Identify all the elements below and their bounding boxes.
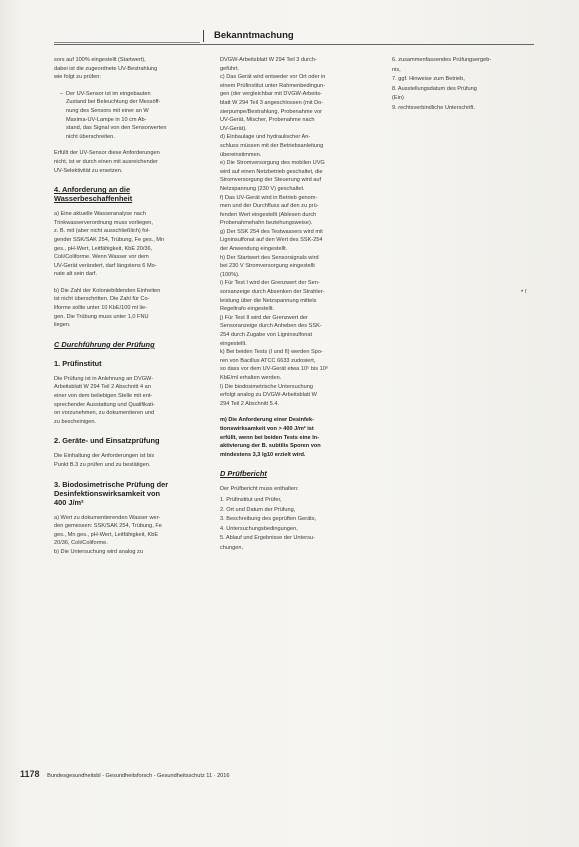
intro-paragraph: sors auf 100% eingestellt (Startwert), dabei ist die zugeordnete UV-Bestrahlung wie folgt zu prüfen: xyxy=(54,57,158,81)
heading-water-quality: 4. Anforderung an die Wasserbeschaffenheit xyxy=(54,185,133,204)
journal-citation: Bundesgesundheitsbl - Gesundheitsforsch - Gesundheitsschutz 11 · 2016 xyxy=(47,773,230,779)
text-line: erfüllt, wenn bei beiden Tests eine In- xyxy=(220,434,320,441)
report-list xyxy=(220,496,376,553)
dash-list-item: – Der UV-Sensor ist im eingebauten Zustand bei Beleuchtung der Messöff- nung des Sensors mit einer an W Maxima-UV-Lampe in 10 cm Ab- stand, das Signal von den Sensorwerten nicht überschreiten. xyxy=(60,90,204,142)
section-c-heading: C Durchführung der Prüfung xyxy=(54,339,155,349)
header-rule-left xyxy=(54,42,200,43)
text-line: KbE/ml erhalten werden. xyxy=(220,374,282,381)
list-item: 7. ggf. Hinweise zum Betrieb, xyxy=(392,76,465,83)
list-item: (Ein) xyxy=(392,95,404,102)
text-line: aktivierung der B. subtilis Sporen von xyxy=(220,443,321,450)
text-line: sierpumpe/Bestrahlung, Probenahme vor xyxy=(220,108,322,115)
text-line: ren von Bacillus ATCC 6633 zudosiert, xyxy=(220,357,316,364)
text-line: der Anwendung eingestellt. xyxy=(220,246,288,253)
text-line: eingestellt. xyxy=(220,340,247,347)
text-line: Sensoranzeige durch Anheben des SSK- xyxy=(220,323,322,330)
text-line: wird auf einen Netzbetrieb geschaltet, die xyxy=(220,168,323,175)
requirement-paragraph xyxy=(220,416,376,459)
text-line: k) Bei beiden Tests (I und II) werden Spo- xyxy=(220,349,323,356)
text-line: 294 Teil 2 Abschnitt 5.4. xyxy=(220,400,279,407)
text-line: f) Das UV-Gerät wird in Betrieb genom- xyxy=(220,194,318,201)
text-line: blatt W 294 Teil 3 angeschlossen (mit Do- xyxy=(220,99,324,106)
list-item: 3. Beschreibung des geprüften Geräts, xyxy=(220,516,317,523)
sensor-paragraph: Erfüllt der UV-Sensor diese Anforderungen nicht, ist er durch einen mit ausreichender UV-Selektivität zu ersetzen. xyxy=(54,150,160,174)
list-item: 9. rechtsverbindliche Unterschrift. xyxy=(392,104,476,111)
text-line: j) Für Test II wird der Grenzwert der xyxy=(220,314,308,321)
text-line: bei 230 V Stromversorgung eingestellt xyxy=(220,263,315,270)
page-footer xyxy=(20,769,520,779)
text-line: Ligninsulfonat auf den Wert des SSK-254 xyxy=(220,237,323,244)
list-item: 2. Ort und Datum der Prüfung, xyxy=(220,506,296,513)
list-item: chungen, xyxy=(220,544,244,551)
procedure-paragraph xyxy=(220,56,376,408)
text-line: schluss müssen mit der Betriebsanleitung xyxy=(220,142,324,149)
text-line: mindestens 3,3 lg10 erzielt wird. xyxy=(220,451,306,458)
text-line: Stromversorgung der Steuerung wird auf xyxy=(220,177,322,184)
text-line: geführt. xyxy=(220,65,239,72)
report-list-continued xyxy=(392,56,542,113)
list-item: 1. Prüfinstitut und Prüfer, xyxy=(220,496,282,503)
text-line: gen (der vergleichbar mit DVGW-Arbeits- xyxy=(220,91,322,98)
biodosimetric-paragraph: a) Wert zu dokumentierenden Wasser wer- den gemessen: SSK/SAK 254, Trübung, Fe ges., Mn ges., pH-Wert, Leitfähigkeit, KbE 20/36, Coli/Coliforme. b) Die Untersuchung wird analog zu xyxy=(54,514,162,555)
text-line: einem Prüfinstitut unter Rahmenbedingun- xyxy=(220,82,326,89)
text-line: (100%). xyxy=(220,271,240,278)
heading-device-test: 2. Geräte- und Einsatzprüfung xyxy=(54,436,160,446)
stray-mark: • r xyxy=(521,289,527,295)
text-line: l) Die biodosimetrische Untersuchung xyxy=(220,383,313,390)
text-line: so dass vor dem UV-Gerät etwa 10⁵ bis 10⁶ xyxy=(220,366,329,373)
list-item: 8. Ausstellungsdatum des Prüfung xyxy=(392,85,477,92)
text-line: erfolgt analog zu DVGW-Arbeitsblatt W xyxy=(220,392,317,399)
header-title: Bekanntmachung xyxy=(214,30,294,41)
text-line: Netzspannung (230 V) geschaltet. xyxy=(220,185,305,192)
column-left xyxy=(54,56,204,565)
text-line: tionswirksamkeit von > 400 J/m² ist xyxy=(220,425,314,432)
column-right xyxy=(392,56,542,114)
text-line: UV-Gerät, Mischer, Probenahme nach xyxy=(220,117,315,124)
text-line: übereinstimmen. xyxy=(220,151,262,158)
page-number: 1178 xyxy=(20,769,40,779)
header-divider xyxy=(203,30,204,42)
institute-paragraph: Die Prüfung ist in Anlehnung an DVGW- Arbeitsblatt W 294 Teil 2 Abschnitt 4 an einer von dem beliebigen Stelle mit ent- sprechender Ausstattung und Qualifikati- on vorzunehmen, zu dokumentieren und zu bescheinigen. xyxy=(54,375,155,425)
text-line: Regeltrafo eingestellt. xyxy=(220,306,275,313)
text-line: d) Einbaulage und hydraulischer An- xyxy=(220,134,311,141)
list-item: 6. zusammenfassendes Prüfungsergeb- xyxy=(392,57,492,63)
text-line: men und der Durchfluss auf den zu prü- xyxy=(220,203,319,210)
heading-biodosimetric-test: 3. Biodosimetrische Prüfung der Desinfektionswirksamkeit von 400 J/m² xyxy=(54,479,169,507)
list-item: 5. Ablauf und Ergebnisse der Untersu- xyxy=(220,535,315,542)
text-line: Probenahmehahn beziehungsweise). xyxy=(220,220,313,227)
heading-test-institute: 1. Prüfinstitut xyxy=(54,358,102,368)
device-test-paragraph: Die Einhaltung der Anforderungen ist bis Punkt B.3 zu prüfen und zu bestätigen. xyxy=(54,453,155,468)
text-line: h) Der Startwert des Sensorsignals wird xyxy=(220,254,319,261)
text-line: 254 durch Zugabe von Ligninsulfonat xyxy=(220,332,313,338)
list-item: nis, xyxy=(392,66,401,73)
text-line: e) Die Stromversorgung des mobilen UVG xyxy=(220,160,325,167)
text-line: i) Für Test I wird der Grenzwert der Sen- xyxy=(220,280,320,287)
header-rule xyxy=(54,44,534,45)
water-analysis-paragraph: a) Eine aktuelle Wasseranalyse nach Trinkwasserverordnung muss vorliegen, z. B. mit (aber nicht ausschließlich) fol- gender SSK/SAK 254, Trübung, Fe ges., Mn ges., pH-Wert, Leitfähigkeit, KbE 20/36, Coli/Coliforme. Wenn Wasser vor dem UV-Gerät verändert, darf längstens 6 Mo- nate alt sein darf. xyxy=(54,211,165,278)
text-line: fenden Wert eingestellt (Ablesen durch xyxy=(220,211,317,218)
dash-list xyxy=(54,90,204,142)
section-d-heading: D Prüfbericht xyxy=(220,469,267,479)
text-line: m) Die Anforderung einer Desinfek- xyxy=(220,417,314,424)
text-line: UV-Gerät). xyxy=(220,125,247,132)
text-line: sorsanzeige durch Absenken der Strahler- xyxy=(220,289,325,296)
text-line: g) Der SSK 254 des Testwassers wird mit xyxy=(220,228,323,235)
text-line: DVGW-Arbeitsblatt W 294 Teil 3 durch- xyxy=(220,57,317,63)
report-intro: Der Prüfbericht muss enthalten: xyxy=(220,486,299,493)
colony-paragraph: b) Die Zahl der Koloniebildenden Einheiten ist nicht überschritten. Die Zahl für Co- liforme sollte unter 10 KbE/100 ml lie- gen. Die Trübung muss unter 1,0 FNU liegen. xyxy=(54,287,161,329)
text-line: leistung über die Netzspannung mittels xyxy=(220,297,317,304)
text-line: c) Das Gerät wird entweder vor Ort oder in xyxy=(220,74,326,81)
column-middle xyxy=(220,56,376,553)
list-item: 4. Untersuchungsbedingungen, xyxy=(220,525,298,532)
